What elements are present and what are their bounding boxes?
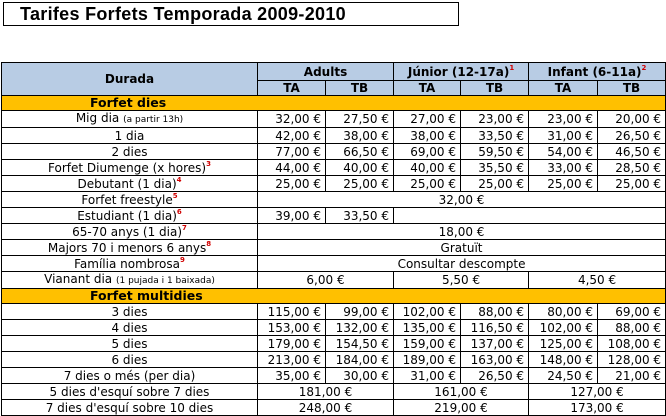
price-cell: 44,00 € <box>258 160 326 176</box>
table-row <box>2 368 666 384</box>
price-cell: 33,50 € <box>461 128 529 144</box>
table-row <box>2 384 666 400</box>
table-row <box>2 256 666 272</box>
row-label-text: 5 dies d'esquí sobre 7 dies <box>49 384 210 399</box>
price-cell: 20,00 € <box>598 111 666 128</box>
header-junior-ta: TA <box>394 81 461 96</box>
price-cell: 27,00 € <box>394 111 461 128</box>
header-junior <box>394 63 529 81</box>
price-cell: 66,50 € <box>326 144 394 160</box>
table-row <box>2 320 666 336</box>
price-cell: 25,00 € <box>529 176 598 192</box>
price-cell: 32,00 € <box>258 111 326 128</box>
page-title: Tarifes Forfets Temporada 2009-2010 <box>20 4 346 24</box>
tariffs-table <box>1 62 666 416</box>
price-cell: 154,50 € <box>326 336 394 352</box>
row-label <box>2 192 258 208</box>
section-forfet-multidies-title: Forfet multidies <box>2 289 666 304</box>
price-cell: 88,00 € <box>461 304 529 320</box>
row-label <box>2 160 258 176</box>
price-cell: 23,00 € <box>529 111 598 128</box>
price-all-cell: Gratuït <box>258 240 666 256</box>
row-label-detail: (1 pujada i 1 baixada) <box>115 276 215 286</box>
row-label-text: 6 dies <box>111 352 148 367</box>
row-label <box>2 128 258 144</box>
price-infant-cell: 173,00 € <box>529 400 666 416</box>
price-cell: 116,50 € <box>461 320 529 336</box>
row-label <box>2 208 258 224</box>
table-row <box>2 160 666 176</box>
price-cell: 39,00 € <box>258 208 326 224</box>
row-label <box>2 224 258 240</box>
table-row <box>2 192 666 208</box>
price-cell: 179,00 € <box>258 336 326 352</box>
header-row-groups <box>2 63 666 81</box>
price-cell: 25,00 € <box>394 176 461 192</box>
row-label-text: 2 dies <box>111 144 148 159</box>
section-forfet-dies <box>2 96 666 111</box>
price-cell: 31,00 € <box>394 368 461 384</box>
price-cell: 80,00 € <box>529 304 598 320</box>
row-label <box>2 336 258 352</box>
table-row <box>2 128 666 144</box>
header-infant-ta: TA <box>529 81 598 96</box>
price-cell: 137,00 € <box>461 336 529 352</box>
row-label-text: 65-70 anys (1 dia) <box>72 224 183 239</box>
price-cell: 33,50 € <box>326 208 394 224</box>
table-row <box>2 352 666 368</box>
footnote-marker: 3 <box>206 159 211 168</box>
table-row <box>2 144 666 160</box>
price-infant-cell: 4,50 € <box>529 272 666 289</box>
header-durada: Durada <box>2 63 258 96</box>
row-label <box>2 272 258 289</box>
header-infant-tb: TB <box>598 81 666 96</box>
price-cell: 163,00 € <box>461 352 529 368</box>
row-label-detail: (a partir 13h) <box>123 115 184 125</box>
footnote-marker: 7 <box>182 223 187 232</box>
title-box <box>3 2 459 26</box>
price-cell: 128,00 € <box>598 352 666 368</box>
price-infant-cell: 127,00 € <box>529 384 666 400</box>
price-cell: 153,00 € <box>258 320 326 336</box>
price-junior-cell: 5,50 € <box>394 272 529 289</box>
row-label-text: 5 dies <box>111 336 148 351</box>
row-label-text: 7 dies d'esquí sobre 10 dies <box>45 400 214 415</box>
row-label-text: Estudiant (1 dia) <box>77 208 177 223</box>
price-cell: 102,00 € <box>529 320 598 336</box>
price-cell: 135,00 € <box>394 320 461 336</box>
table-row <box>2 224 666 240</box>
empty-cell <box>394 208 666 224</box>
price-adults-cell: 248,00 € <box>258 400 394 416</box>
price-cell: 77,00 € <box>258 144 326 160</box>
row-label <box>2 384 258 400</box>
price-cell: 30,00 € <box>326 368 394 384</box>
price-adults-cell: 6,00 € <box>258 272 394 289</box>
table-row <box>2 208 666 224</box>
row-label-text: 3 dies <box>111 304 148 319</box>
price-cell: 27,50 € <box>326 111 394 128</box>
price-cell: 28,50 € <box>598 160 666 176</box>
price-adults-cell: 181,00 € <box>258 384 394 400</box>
price-cell: 25,00 € <box>461 176 529 192</box>
price-cell: 33,00 € <box>529 160 598 176</box>
price-cell: 24,50 € <box>529 368 598 384</box>
price-cell: 40,00 € <box>326 160 394 176</box>
table-row <box>2 240 666 256</box>
price-cell: 54,00 € <box>529 144 598 160</box>
price-cell: 25,00 € <box>598 176 666 192</box>
header-adults-ta: TA <box>258 81 326 96</box>
header-infant <box>529 63 666 81</box>
price-cell: 69,00 € <box>598 304 666 320</box>
price-cell: 108,00 € <box>598 336 666 352</box>
row-label-text: Forfet Diumenge (x hores) <box>48 160 207 175</box>
price-cell: 184,00 € <box>326 352 394 368</box>
row-label-text: Vianant dia <box>44 272 113 286</box>
price-cell: 69,00 € <box>394 144 461 160</box>
footnote-marker: 4 <box>176 175 182 184</box>
price-cell: 148,00 € <box>529 352 598 368</box>
row-label <box>2 144 258 160</box>
header-junior-label: Júnior (12-17a) <box>407 64 510 79</box>
row-label-text: 7 dies o més (per dia) <box>63 368 196 383</box>
price-cell: 132,00 € <box>326 320 394 336</box>
table-row <box>2 176 666 192</box>
price-cell: 88,00 € <box>598 320 666 336</box>
table-row <box>2 336 666 352</box>
price-cell: 46,50 € <box>598 144 666 160</box>
row-label <box>2 240 258 256</box>
row-label <box>2 111 258 128</box>
price-junior-cell: 161,00 € <box>394 384 529 400</box>
price-cell: 125,00 € <box>529 336 598 352</box>
row-label-text: Forfet freestyle <box>81 192 173 207</box>
price-cell: 21,00 € <box>598 368 666 384</box>
price-cell: 38,00 € <box>326 128 394 144</box>
row-label-text: 1 dia <box>114 128 145 143</box>
price-cell: 40,00 € <box>394 160 461 176</box>
price-cell: 25,00 € <box>326 176 394 192</box>
section-forfet-multidies <box>2 289 666 304</box>
row-label-text: Majors 70 i menors 6 anys <box>47 240 207 255</box>
price-all-cell: 18,00 € <box>258 224 666 240</box>
row-label-text: Debutant (1 dia) <box>77 176 177 191</box>
price-all-cell: 32,00 € <box>258 192 666 208</box>
header-infant-label: Infant (6-11a) <box>547 64 642 79</box>
row-label <box>2 256 258 272</box>
price-cell: 59,50 € <box>461 144 529 160</box>
price-cell: 35,50 € <box>461 160 529 176</box>
price-cell: 26,50 € <box>461 368 529 384</box>
header-adults: Adults <box>258 63 394 81</box>
row-label <box>2 176 258 192</box>
footnote-marker: 2 <box>641 63 647 72</box>
price-cell: 38,00 € <box>394 128 461 144</box>
table-row <box>2 272 666 289</box>
footnote-marker: 8 <box>206 239 212 248</box>
price-cell: 102,00 € <box>394 304 461 320</box>
price-cell: 26,50 € <box>598 128 666 144</box>
price-cell: 159,00 € <box>394 336 461 352</box>
row-label-text: Família nombrosa <box>74 256 180 271</box>
row-label <box>2 368 258 384</box>
footnote-marker: 9 <box>180 255 185 264</box>
price-cell: 25,00 € <box>258 176 326 192</box>
price-cell: 115,00 € <box>258 304 326 320</box>
footnote-marker: 6 <box>176 207 182 216</box>
row-label <box>2 352 258 368</box>
row-label-text: 4 dies <box>111 320 148 335</box>
price-cell: 189,00 € <box>394 352 461 368</box>
price-cell: 23,00 € <box>461 111 529 128</box>
footnote-marker: 1 <box>509 63 515 72</box>
price-cell: 213,00 € <box>258 352 326 368</box>
table-row <box>2 111 666 128</box>
price-cell: 42,00 € <box>258 128 326 144</box>
header-adults-tb: TB <box>326 81 394 96</box>
price-cell: 31,00 € <box>529 128 598 144</box>
row-label <box>2 400 258 416</box>
price-cell: 35,00 € <box>258 368 326 384</box>
row-label <box>2 320 258 336</box>
price-junior-cell: 219,00 € <box>394 400 529 416</box>
table-row <box>2 304 666 320</box>
table-row <box>2 400 666 416</box>
row-label-text: Mig dia <box>75 111 120 125</box>
header-junior-tb: TB <box>461 81 529 96</box>
price-cell: 99,00 € <box>326 304 394 320</box>
price-all-cell: Consultar descompte <box>258 256 666 272</box>
section-forfet-dies-title: Forfet dies <box>2 96 666 111</box>
footnote-marker: 5 <box>172 191 178 200</box>
row-label <box>2 304 258 320</box>
